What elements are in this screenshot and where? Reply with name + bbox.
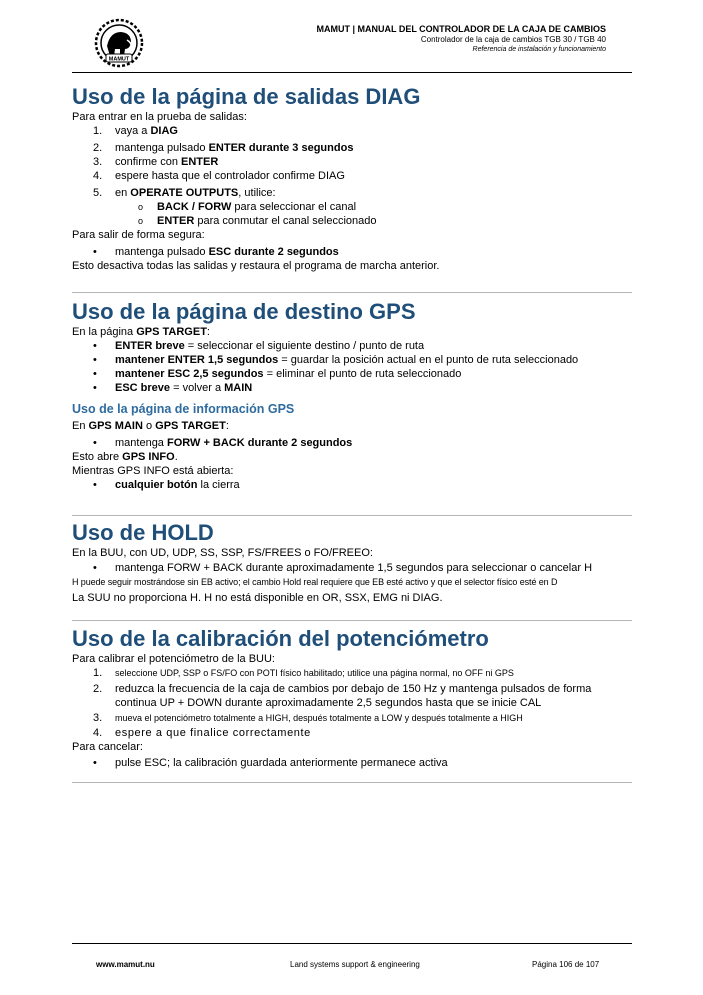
list-item: 2. mantenga pulsado ENTER durante 3 segundos [93,142,354,154]
heading-gps-info: Uso de la página de información GPS [72,402,295,416]
diag-outro: Esto desactiva todas las salidas y restaura el programa de marcha anterior. [72,260,440,272]
list-item: 1. vaya a DIAG [93,125,178,137]
mamut-logo [94,18,144,68]
svg-text:MAMUT: MAMUT [108,56,130,63]
gps-close-list [72,478,632,492]
cal-steps [72,666,632,740]
list-item: • ENTER breve = seleccionar el siguiente destino / punto de ruta [72,339,632,353]
section-divider [72,620,632,621]
header-title: MAMUT | MANUAL DEL CONTROLADOR DE LA CAJA DE CAMBIOS [316,24,606,34]
section-divider [72,292,632,293]
footer-page-number: Página 106 de 107 [532,960,600,969]
hold-suu: La SUU no proporciona H. H no está disponible en OR, SSX, EMG ni DIAG. [72,592,443,604]
list-item: o ENTER para conmutar el canal seleccionado [72,214,632,228]
list-item: • pulse ESC; la calibración guardada anteriormente permanece activa [72,756,632,770]
header-reference: Referencia de instalación y funcionamiento [472,46,606,53]
section-divider [72,782,632,783]
diag-steps [72,124,632,200]
hold-list [72,561,632,575]
header-text [316,24,606,55]
list-item: 5. en OPERATE OUTPUTS, utilice: [93,187,276,199]
heading-calibration: Uso de la calibración del potenciómetro [72,626,489,651]
list-item: 4. espere a que finalice correctamente [93,727,311,739]
header-subtitle: Controlador de la caja de cambios TGB 30 / TGB 40 [420,35,606,44]
gps-info-opens: Esto abre GPS INFO. [72,451,178,463]
list-item: 4. espere hasta que el controlador confirme DIAG [93,170,345,182]
list-item: 2. reduzca la frecuencia de la caja de cambios por debajo de 150 Hz y mantenga pulsados de forma continua UP + DOWN durante aproximadamente 2,5 segundos hasta que se inicie CAL [93,683,592,709]
gps-info-list [72,436,632,450]
hold-intro: En la BUU, con UD, UDP, SS, SSP, FS/FREES o FO/FREEO: [72,547,373,559]
list-item: • mantenga FORW + BACK durante aproximadamente 1,5 segundos para seleccionar o cancelar H [72,561,632,575]
list-item: • ESC breve = volver a MAIN [72,381,632,395]
list-item: o BACK / FORW para seleccionar el canal [72,200,632,214]
diag-intro: Para entrar en la prueba de salidas: [72,111,247,123]
list-item: • mantenga pulsado ESC durante 2 segundos [72,245,632,259]
cal-cancel-list [72,756,632,770]
section-divider [72,515,632,516]
diag-exit-intro: Para salir de forma segura: [72,229,205,241]
gps-intro: En la página GPS TARGET: [72,326,210,338]
diag-exit-list [72,245,632,259]
heading-diag: Uso de la página de salidas DIAG [72,84,421,109]
heading-gps: Uso de la página de destino GPS [72,299,416,324]
list-item: • cualquier botón la cierra [72,478,632,492]
hold-note: H puede seguir mostrándose sin EB activo; el cambio Hold real requiere que EB esté activo y que el selector físico esté en D [72,577,558,587]
list-item: 3. mueva el potenciómetro totalmente a HIGH, después totalmente a LOW y después totalmente a HIGH [93,712,523,724]
cal-intro: Para calibrar el potenciómetro de la BUU: [72,653,275,665]
heading-hold: Uso de HOLD [72,520,214,545]
section-hold [72,520,632,605]
list-item: 3. confirme con ENTER [93,156,219,168]
section-diag [72,84,632,273]
footer-tagline: Land systems support & engineering [290,960,420,969]
list-item: • mantenga FORW + BACK durante 2 segundos [72,436,632,450]
list-item: • mantener ESC 2,5 segundos = eliminar el punto de ruta seleccionado [72,367,632,381]
diag-substeps [72,200,632,228]
page-header [72,14,632,72]
section-calibration [72,626,632,770]
cal-cancel-intro: Para cancelar: [72,741,143,753]
list-item: • mantener ENTER 1,5 segundos = guardar la posición actual en el punto de ruta seleccionado [72,353,632,367]
list-item: 1. seleccione UDP, SSP o FS/FO con POTI físico habilitado; utilice una página normal, no OFF ni GPS [93,667,514,679]
footer-rule [72,943,632,944]
gps-actions [72,339,632,395]
footer-url: www.mamut.nu [96,960,155,969]
header-rule [72,72,632,73]
section-gps [72,299,632,492]
page-content [72,84,632,273]
gps-info-while-open: Mientras GPS INFO está abierta: [72,465,234,477]
gps-info-intro: En GPS MAIN o GPS TARGET: [72,420,229,432]
